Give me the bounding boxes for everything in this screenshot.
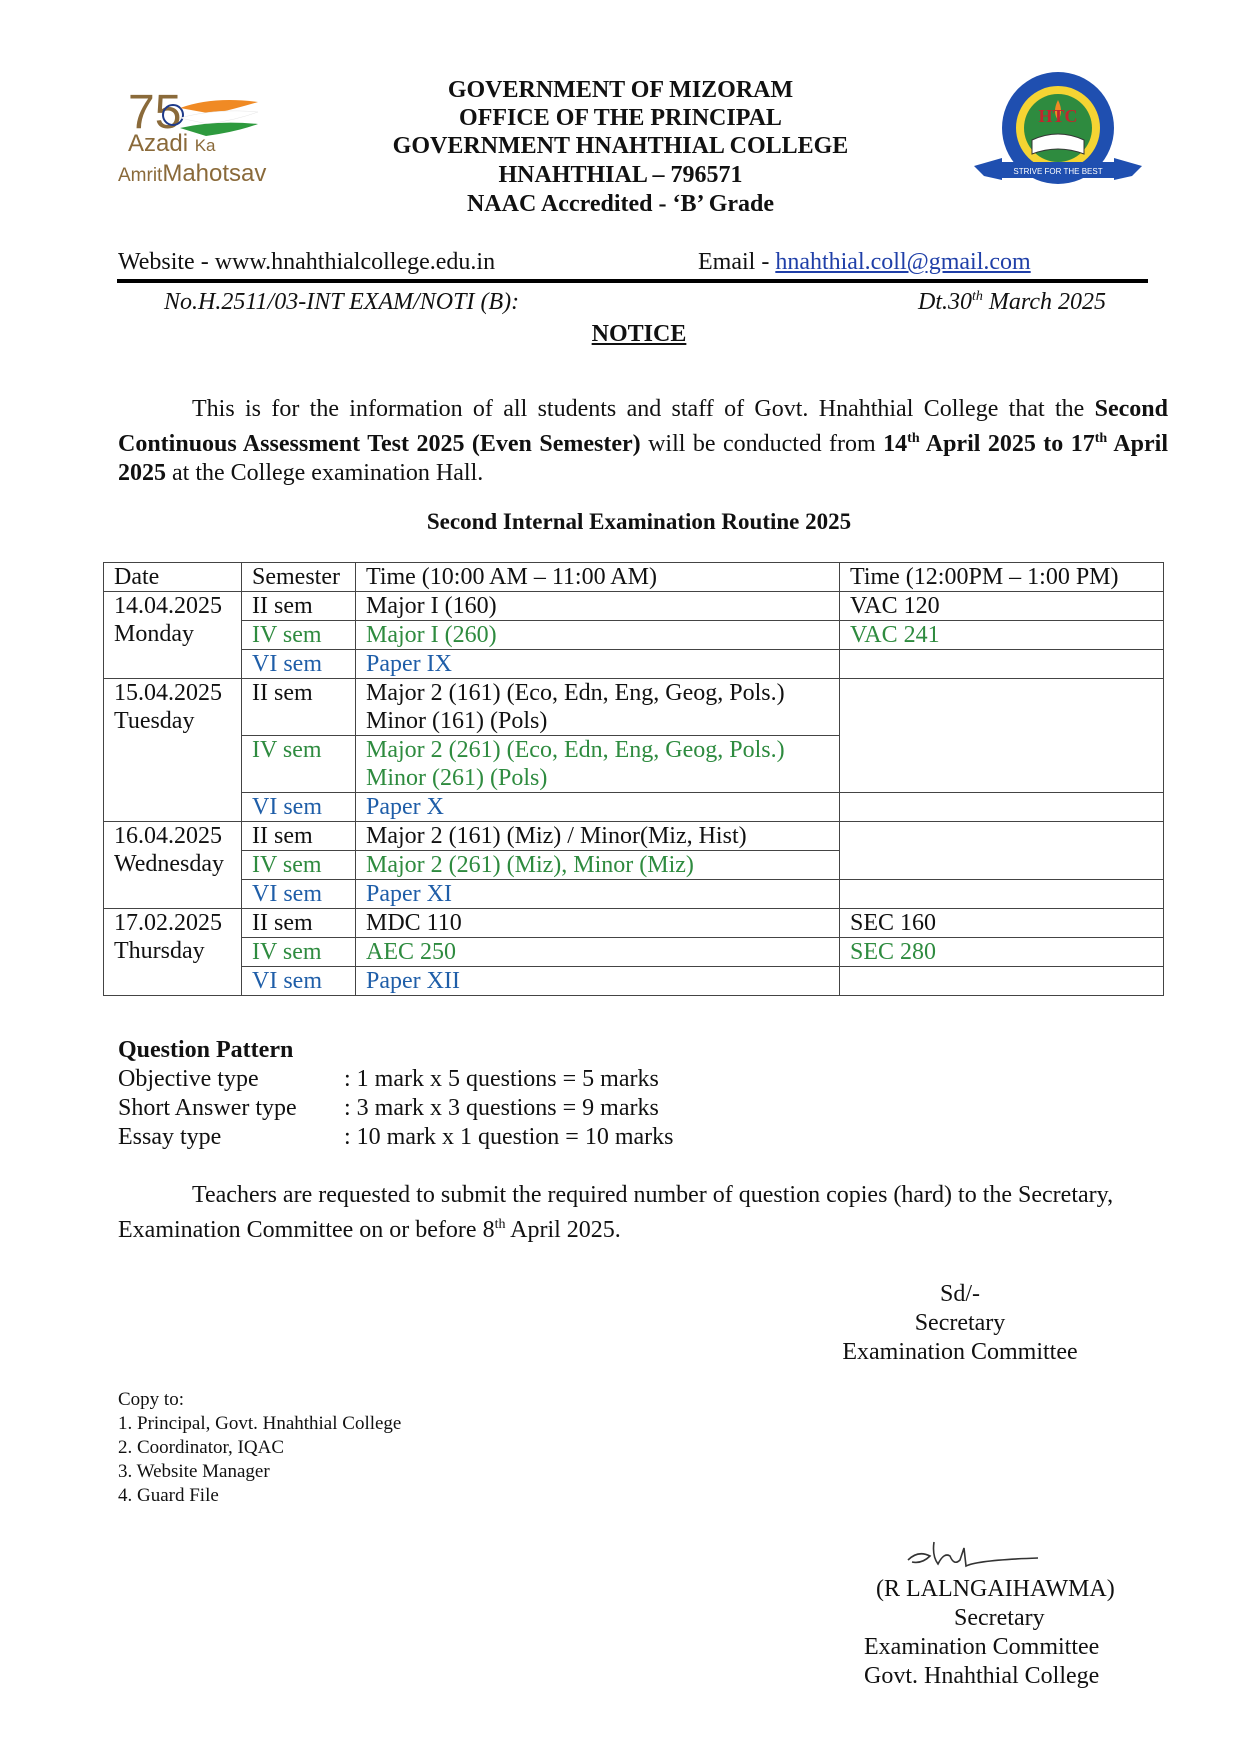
semester-cell: VI sem xyxy=(242,793,356,822)
morning-cell: Paper XII xyxy=(356,967,840,996)
header-cell-afternoon: Time (12:00PM – 1:00 PM) xyxy=(840,563,1164,592)
copy-to-item: 2. Coordinator, IQAC xyxy=(118,1437,284,1458)
email-label: Email - xyxy=(698,249,776,275)
sd-mark: Sd/- xyxy=(939,1281,980,1307)
notice-date: Dt.30th March 2025 xyxy=(918,289,1106,315)
header-cell-date: Date xyxy=(104,563,242,592)
morning-cell: Paper IX xyxy=(356,650,840,679)
date-cell: 16.04.2025 Wednesday xyxy=(104,822,242,909)
signatory-college: Govt. Hnahthial College xyxy=(864,1663,1100,1689)
afternoon-cell xyxy=(840,679,1164,793)
morning-cell: AEC 250 xyxy=(356,938,840,967)
emblem-ribbon-text: STRIVE FOR THE BEST xyxy=(1013,167,1103,176)
semester-cell: II sem xyxy=(242,592,356,621)
date-cell: 14.04.2025 Monday xyxy=(104,592,242,679)
semester-cell: IV sem xyxy=(242,851,356,880)
afternoon-cell xyxy=(840,967,1164,996)
semester-cell: IV sem xyxy=(242,938,356,967)
handwritten-signature xyxy=(868,1530,1068,1580)
morning-cell: Paper X xyxy=(356,793,840,822)
sd-committee: Examination Committee xyxy=(842,1339,1078,1365)
copy-to-title: Copy to: xyxy=(118,1389,184,1410)
date-cell: 17.02.2025 Thursday xyxy=(104,909,242,996)
question-pattern-row: Essay type : 10 mark x 1 question = 10 marks xyxy=(118,1124,674,1150)
afternoon-cell xyxy=(840,793,1164,822)
semester-cell: II sem xyxy=(242,679,356,736)
header-cell-semester: Semester xyxy=(242,563,356,592)
routine-title: Second Internal Examination Routine 2025 xyxy=(426,509,852,534)
morning-cell: MDC 110 xyxy=(356,909,840,938)
morning-cell: Major I (260) xyxy=(356,621,840,650)
afternoon-cell xyxy=(840,880,1164,909)
semester-cell: IV sem xyxy=(242,621,356,650)
routine-table xyxy=(103,562,1164,996)
header-cell-morning: Time (10:00 AM – 11:00 AM) xyxy=(356,563,840,592)
afternoon-cell: SEC 160 xyxy=(840,909,1164,938)
table-row xyxy=(104,793,1164,822)
table-row xyxy=(104,621,1164,650)
copy-to-item: 4. Guard File xyxy=(118,1485,219,1506)
question-pattern-row: Short Answer type : 3 mark x 3 questions = 9 marks xyxy=(118,1095,659,1121)
intro-paragraph: This is for the information of all students and staff of Govt. Hnahthial College that the Second Continuous Assessment Test 2025 (Even Semester) will be conducted from 14th April 2025 to 17th April 2025 at the College examination Hall. xyxy=(118,396,1169,486)
afternoon-cell xyxy=(840,822,1164,880)
semester-cell: VI sem xyxy=(242,967,356,996)
website-text: Website - www.hnahthialcollege.edu.in xyxy=(118,249,496,275)
header-line-2: OFFICE OF THE PRINCIPAL xyxy=(459,105,782,131)
morning-cell: Major 2 (161) (Miz) / Minor(Miz, Hist) xyxy=(356,822,840,851)
table-row xyxy=(104,880,1164,909)
morning-cell: Major 2 (261) (Miz), Minor (Miz) xyxy=(356,851,840,880)
table-row xyxy=(104,938,1164,967)
table-row xyxy=(104,909,1164,938)
sd-title: Secretary xyxy=(914,1310,1006,1336)
email-link[interactable]: hnahthial.coll@gmail.com xyxy=(775,249,1031,275)
header-line-3: GOVERNMENT HNAHTHIAL COLLEGE xyxy=(392,133,849,159)
logo-azadi-text: Azadi Ka xyxy=(128,130,216,157)
teachers-paragraph: Teachers are requested to submit the required number of question copies (hard) to the Secretary, Examination Committee on or before 8th April 2025. xyxy=(118,1182,1114,1243)
afternoon-cell xyxy=(840,650,1164,679)
table-row xyxy=(104,822,1164,851)
question-pattern-title: Question Pattern xyxy=(118,1037,294,1063)
semester-cell: II sem xyxy=(242,822,356,851)
copy-to-item: 1. Principal, Govt. Hnahthial College xyxy=(118,1413,402,1434)
table-header-row xyxy=(104,563,1164,592)
question-pattern-row: Objective type : 1 mark x 5 questions = 5 marks xyxy=(118,1066,659,1092)
emblem-initials: HTC xyxy=(1038,106,1078,126)
afternoon-cell: VAC 241 xyxy=(840,621,1164,650)
morning-cell: Major I (160) xyxy=(356,592,840,621)
header-divider xyxy=(117,279,1148,283)
semester-cell: VI sem xyxy=(242,880,356,909)
semester-cell: II sem xyxy=(242,909,356,938)
semester-cell: VI sem xyxy=(242,650,356,679)
table-row xyxy=(104,650,1164,679)
header-line-4: HNAHTHIAL – 796571 xyxy=(498,162,743,188)
copy-to-item: 3. Website Manager xyxy=(118,1461,270,1482)
table-row xyxy=(104,592,1164,621)
date-cell: 15.04.2025 Tuesday xyxy=(104,679,242,822)
signatory-committee: Examination Committee xyxy=(864,1634,1100,1660)
morning-cell: Major 2 (161) (Eco, Edn, Eng, Geog, Pols.) Minor (161) (Pols) xyxy=(356,679,840,736)
table-row xyxy=(104,967,1164,996)
afternoon-cell: SEC 280 xyxy=(840,938,1164,967)
signatory-name: (R LALNGAIHAWMA) xyxy=(876,1576,1115,1602)
header-line-1: GOVERNMENT OF MIZORAM xyxy=(447,77,794,103)
logo-amrit-mahotsav-text: AmritMahotsav xyxy=(118,160,267,187)
table-row xyxy=(104,679,1164,736)
morning-cell: Major 2 (261) (Eco, Edn, Eng, Geog, Pols.) Minor (261) (Pols) xyxy=(356,736,840,793)
reference-number: No.H.2511/03-INT EXAM/NOTI (B): xyxy=(164,289,520,315)
header-line-5: NAAC Accredited - ‘B’ Grade xyxy=(466,191,775,217)
email-row xyxy=(698,249,1031,276)
morning-cell: Paper XI xyxy=(356,880,840,909)
logo-75-text: 75 xyxy=(128,86,182,139)
notice-title: NOTICE xyxy=(591,321,687,347)
semester-cell: IV sem xyxy=(242,736,356,793)
signatory-title: Secretary xyxy=(954,1605,1045,1631)
afternoon-cell: VAC 120 xyxy=(840,592,1164,621)
